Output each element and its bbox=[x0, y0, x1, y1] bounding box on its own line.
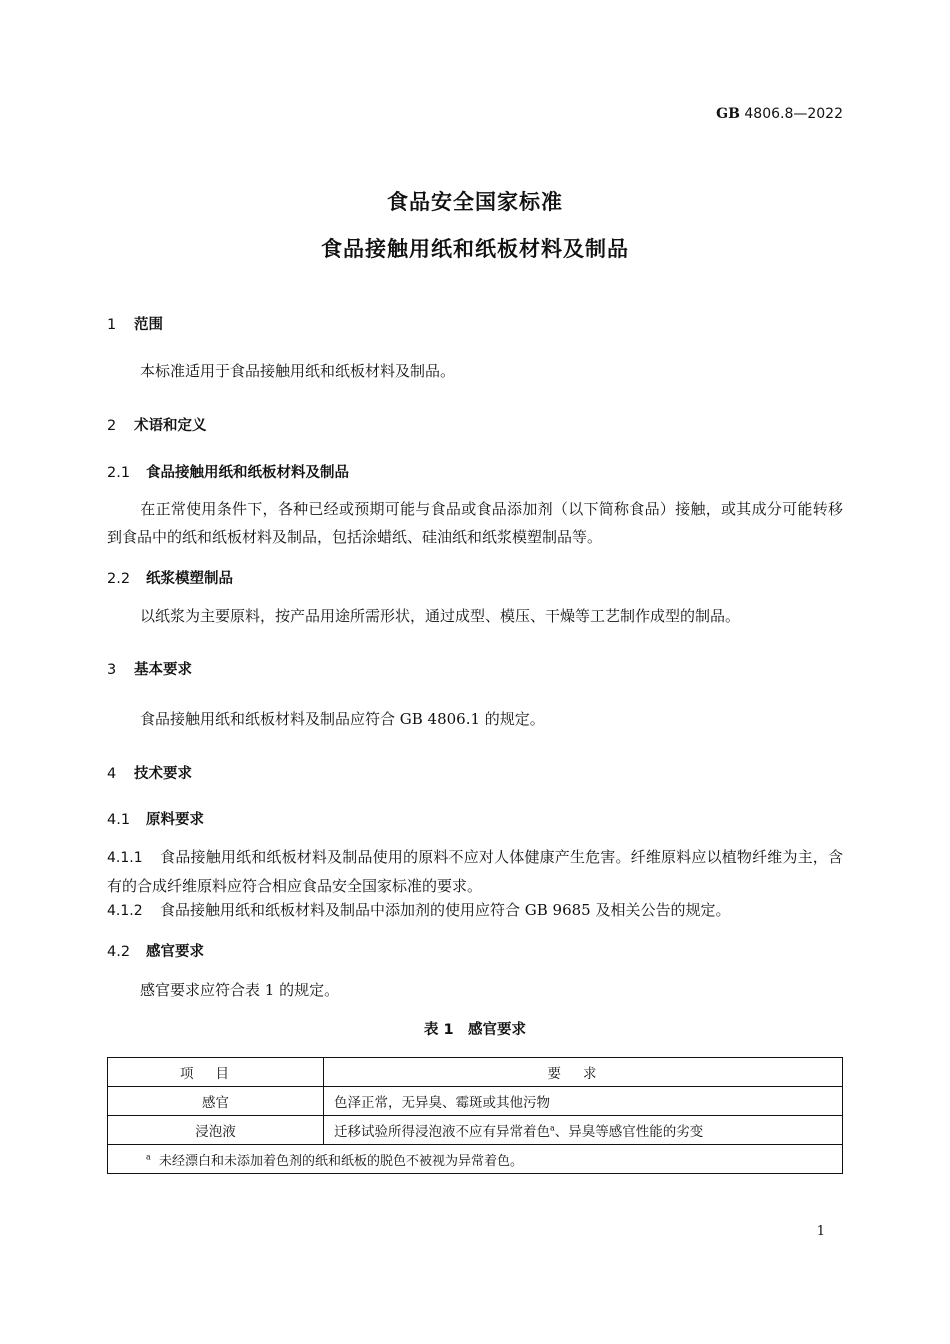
table-row bbox=[108, 1116, 843, 1145]
section-4-2-text: 感官要求应符合表 1 的规定。 bbox=[140, 981, 340, 999]
section-title: 技术要求 bbox=[134, 766, 192, 782]
column-header-requirement: 要求 bbox=[324, 1058, 843, 1087]
section-number: 4 bbox=[107, 766, 117, 782]
footnote-marker: a bbox=[550, 1123, 555, 1133]
clause-text: 食品接触用纸和纸板材料及制品中添加剂的使用应符合 GB 9685 及相关公告的规定。 bbox=[160, 901, 731, 919]
table-caption: 表 1 感官要求 bbox=[423, 1022, 527, 1038]
section-number: 2.2 bbox=[107, 571, 131, 587]
table-header-row bbox=[108, 1058, 843, 1087]
section-4-2-heading bbox=[107, 940, 204, 961]
section-3-heading bbox=[107, 658, 192, 679]
table-footnote bbox=[108, 1145, 843, 1174]
document-title-line2: 食品接触用纸和纸板材料及制品 bbox=[321, 237, 629, 261]
row-requirement bbox=[324, 1116, 843, 1145]
section-1-heading bbox=[107, 313, 163, 334]
sensory-requirements-table bbox=[107, 1057, 843, 1174]
section-4-heading bbox=[107, 762, 192, 783]
requirement-text-part2: 、异臭等感官性能的劣变 bbox=[554, 1124, 704, 1140]
paragraph-text: 在正常使用条件下，各种已经或预期可能与食品或食品添加剂（以下简称食品）接触，或其成分可能转移到食品中的纸和纸板材料及制品，包括涂蜡纸、硅油纸和纸浆模塑制品等。 bbox=[107, 500, 843, 546]
section-title: 基本要求 bbox=[134, 662, 192, 678]
section-number: 3 bbox=[107, 662, 117, 678]
section-title: 术语和定义 bbox=[134, 418, 207, 434]
requirement-text-part1: 迁移试验所得浸泡液不应有异常着色 bbox=[334, 1124, 550, 1140]
section-4-1-heading bbox=[107, 808, 204, 829]
section-2-heading bbox=[107, 414, 207, 435]
footnote-text: 未经漂白和未添加着色剂的纸和纸板的脱色不被视为异常着色。 bbox=[159, 1153, 524, 1169]
clause-number: 4.1.1 bbox=[107, 850, 143, 866]
row-requirement: 色泽正常，无异臭、霉斑或其他污物 bbox=[324, 1087, 843, 1116]
table-row bbox=[108, 1087, 843, 1116]
section-number: 2 bbox=[107, 418, 117, 434]
section-2-1-text bbox=[107, 495, 843, 551]
section-2-2-text: 以纸浆为主要原料，按产品用途所需形状，通过成型、模压、干燥等工艺制作成型的制品。 bbox=[140, 607, 741, 625]
standard-prefix: GB bbox=[716, 106, 740, 122]
row-item: 浸泡液 bbox=[108, 1116, 324, 1145]
section-title: 食品接触用纸和纸板材料及制品 bbox=[146, 465, 349, 481]
section-number: 1 bbox=[107, 317, 117, 333]
section-number: 2.1 bbox=[107, 465, 131, 481]
section-title: 原料要求 bbox=[146, 812, 204, 828]
section-title: 感官要求 bbox=[146, 944, 204, 960]
section-title: 纸浆模塑制品 bbox=[146, 571, 233, 587]
page-number: 1 bbox=[816, 1224, 825, 1239]
section-number: 4.1 bbox=[107, 812, 131, 828]
section-1-text: 本标准适用于食品接触用纸和纸板材料及制品。 bbox=[140, 362, 456, 380]
section-title: 范围 bbox=[134, 317, 163, 333]
clause-4-1-1 bbox=[107, 843, 843, 900]
column-header-item: 项目 bbox=[108, 1058, 324, 1087]
table-footnote-row bbox=[108, 1145, 843, 1174]
clause-number: 4.1.2 bbox=[107, 903, 143, 919]
section-3-text: 食品接触用纸和纸板材料及制品应符合 GB 4806.1 的规定。 bbox=[140, 710, 545, 728]
clause-4-1-2 bbox=[107, 896, 843, 925]
row-item: 感官 bbox=[108, 1087, 324, 1116]
standard-number bbox=[716, 106, 843, 122]
clause-text: 食品接触用纸和纸板材料及制品使用的原料不应对人体健康产生危害。纤维原料应以植物纤维为主，含有的合成纤维原料应符合相应食品安全国家标准的要求。 bbox=[107, 848, 843, 895]
footnote-marker: a bbox=[146, 1152, 151, 1162]
standard-code: 4806.8—2022 bbox=[744, 106, 843, 122]
document-title-line1: 食品安全国家标准 bbox=[387, 190, 563, 214]
section-2-2-heading bbox=[107, 567, 233, 588]
section-number: 4.2 bbox=[107, 944, 131, 960]
section-2-1-heading bbox=[107, 461, 349, 482]
